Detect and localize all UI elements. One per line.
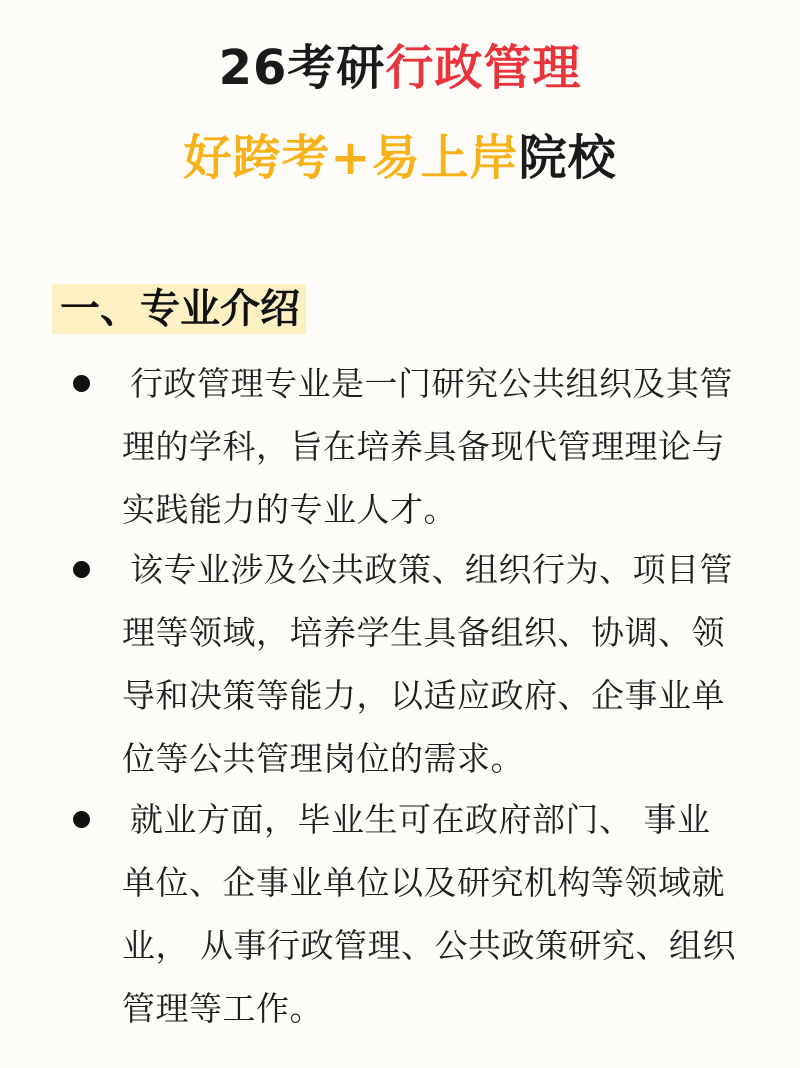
bullet-dot-icon [73, 811, 90, 828]
section-heading: 一、专业介绍 [52, 284, 306, 334]
bullet-dot-icon [73, 375, 90, 392]
bullet-dot-icon [73, 561, 90, 578]
bullet-text: 该专业涉及公共政策、组织行为、项目管理等领域，培养学生具备组织、协调、领导和决策等能力，以适应政府、企事业单位等公共管理岗位的需求。 [122, 550, 733, 778]
bullet-text: 行政管理专业是一门研究公共组织及其管理的学科，旨在培养具备现代管理理论与实践能力的专业人才。 [122, 364, 733, 529]
subtitle-highlight: 好跨考+易上岸 [183, 130, 519, 186]
title-highlight-major: 行政管理 [385, 40, 582, 96]
page-title [0, 38, 800, 98]
bullet-list [0, 352, 800, 1040]
list-item [0, 538, 800, 788]
page-subtitle [0, 128, 800, 188]
title-prefix: 26考研 [218, 40, 386, 96]
bullet-text: 就业方面，毕业生可在政府部门、 事业单位、企事业单位以及研究机构等领域就业， 从事行政管理、公共政策研究、组织管理等工作。 [122, 800, 736, 1028]
subtitle-suffix: 院校 [518, 130, 617, 186]
list-item [0, 352, 800, 538]
list-item [0, 788, 800, 1040]
